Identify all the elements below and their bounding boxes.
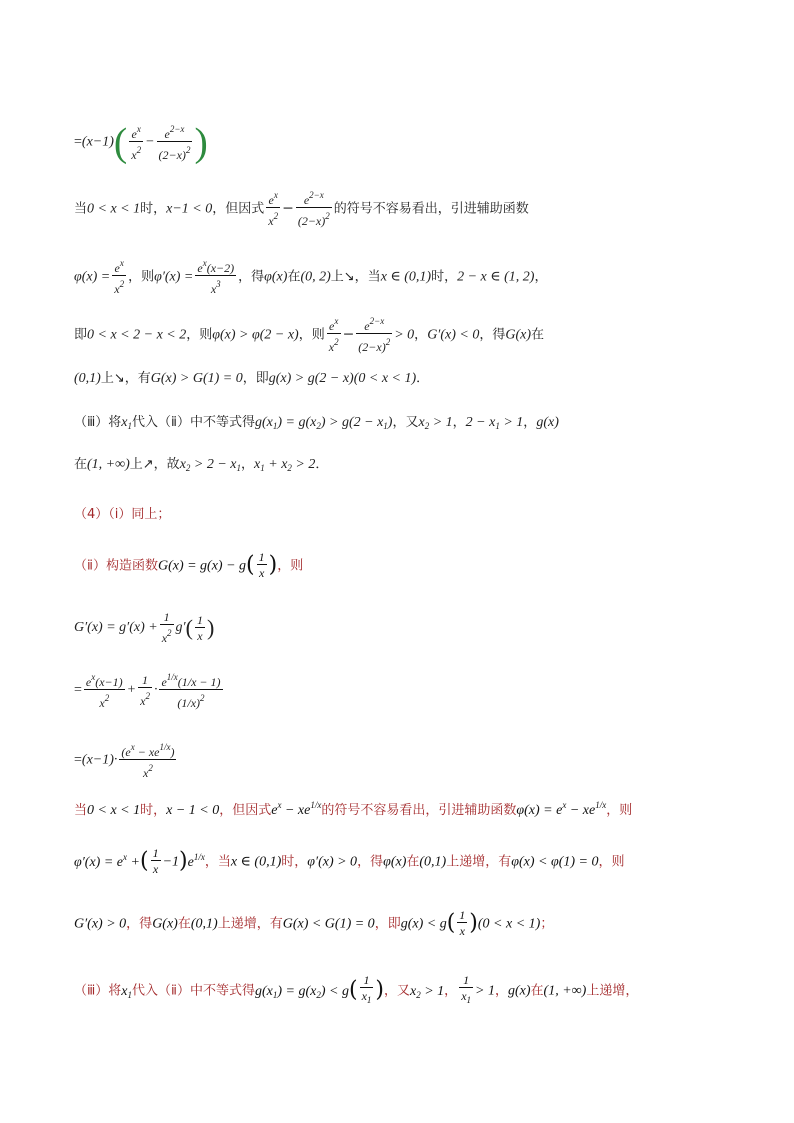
text-line-14: 当0 < x < 1时，x − 1 < 0，但因式$e^x - xe^{1/x}$的符号不容易看出，引进辅助函数$\varphi(x) = e^x - xe^{1/x}$，则: [74, 800, 633, 818]
eq-line-10: G′(x) = g′(x) + $\frac{1}{x^2}$ g′( $\frac{1}{x}$ ): [74, 610, 215, 645]
text-line-5: (0,1)上↘，有G(x) > G(1) = 0，即g(x) > g(2 − x)(0 < x < 1)．: [74, 371, 430, 386]
text-line-8: （4）（i）同上；: [74, 507, 171, 522]
text-line-4: 即0 < x < 2 − x < 2，则φ(x) > φ(2 − x)，则 $\frac{e^x}{x^2}$ − $\frac{e^{2-x}}{(2-x)^2}$ > 0，G′(x) < 0，得G(x)在: [74, 316, 545, 354]
text-line-7: 在(1, +∞)上↗，故$x_2 > 2 - x_1$，$x_1 + x_2 > 2$．: [74, 457, 329, 473]
text-line-6: （ⅲ）将$x_1$代入（ⅱ）中不等式得$g(x_1) = g(x_2) > g(2 - x_1)$，又$x_2 > 1$，$2 - x_1 > 1$，g(x): [74, 415, 559, 431]
text-line-15: $\varphi'(x) = e^x$ +( $\frac{1}{x}$ $-1)e^{1/x}$，当x ∈ (0,1)时，φ′(x) > 0，得φ(x)在(0,1)上递增，有φ(x) < φ(1) = 0，则: [74, 846, 625, 876]
text-line-9: （ⅱ）构造函数G(x) = g(x) − g( $\frac{1}{x}$ )，则: [74, 550, 304, 580]
eq-line-12: =(x−1)· $\frac{(e^x - xe^{1/x})}{x^2}$: [74, 742, 175, 780]
eq-line-11: = $\frac{e^x(x-1)}{x^2}$ + $\frac{1}{x^2}$ · $\frac{e^{1/x}(1/x - 1)}{(1/x)^2}$: [74, 672, 221, 710]
text-line-3: φ(x) = $\frac{e^x}{x^2}$ ，则φ′(x) = $\frac{e^x(x-2)}{x^3}$ ，得φ(x)在(0, 2)上↘，当x ∈ (0,1)时，2 − x ∈ (1, 2)，: [74, 258, 548, 296]
text-line-2: 当0 < x < 1时，x−1 < 0，但因式 $\frac{e^x}{x^2}$ − $\frac{e^{2-x}}{(2-x)^2}$ 的符号不容易看出，引进辅助函数: [74, 190, 529, 228]
text-line-16: G′(x) > 0，得G(x)在(0,1)上递增，有G(x) < G(1) = 0，即g(x) < g( $\frac{1}{x}$ )(0 < x < 1)；: [74, 908, 554, 938]
eq-line-1: =(x−1)( $\frac{e^x}{x^2}$ − $\frac{e^{2-x}}{(2-x)^2}$ ): [74, 119, 208, 165]
text-line-17: （ⅲ）将$x_1$代入（ⅱ）中不等式得$g(x_1) = g(x_2) < g$( $\frac{1}{x_1}$ )，又$x_2 > 1$， $\frac{1}{x_1}$ > 1，g(x)在(1, +∞)上递增，: [74, 973, 638, 1008]
